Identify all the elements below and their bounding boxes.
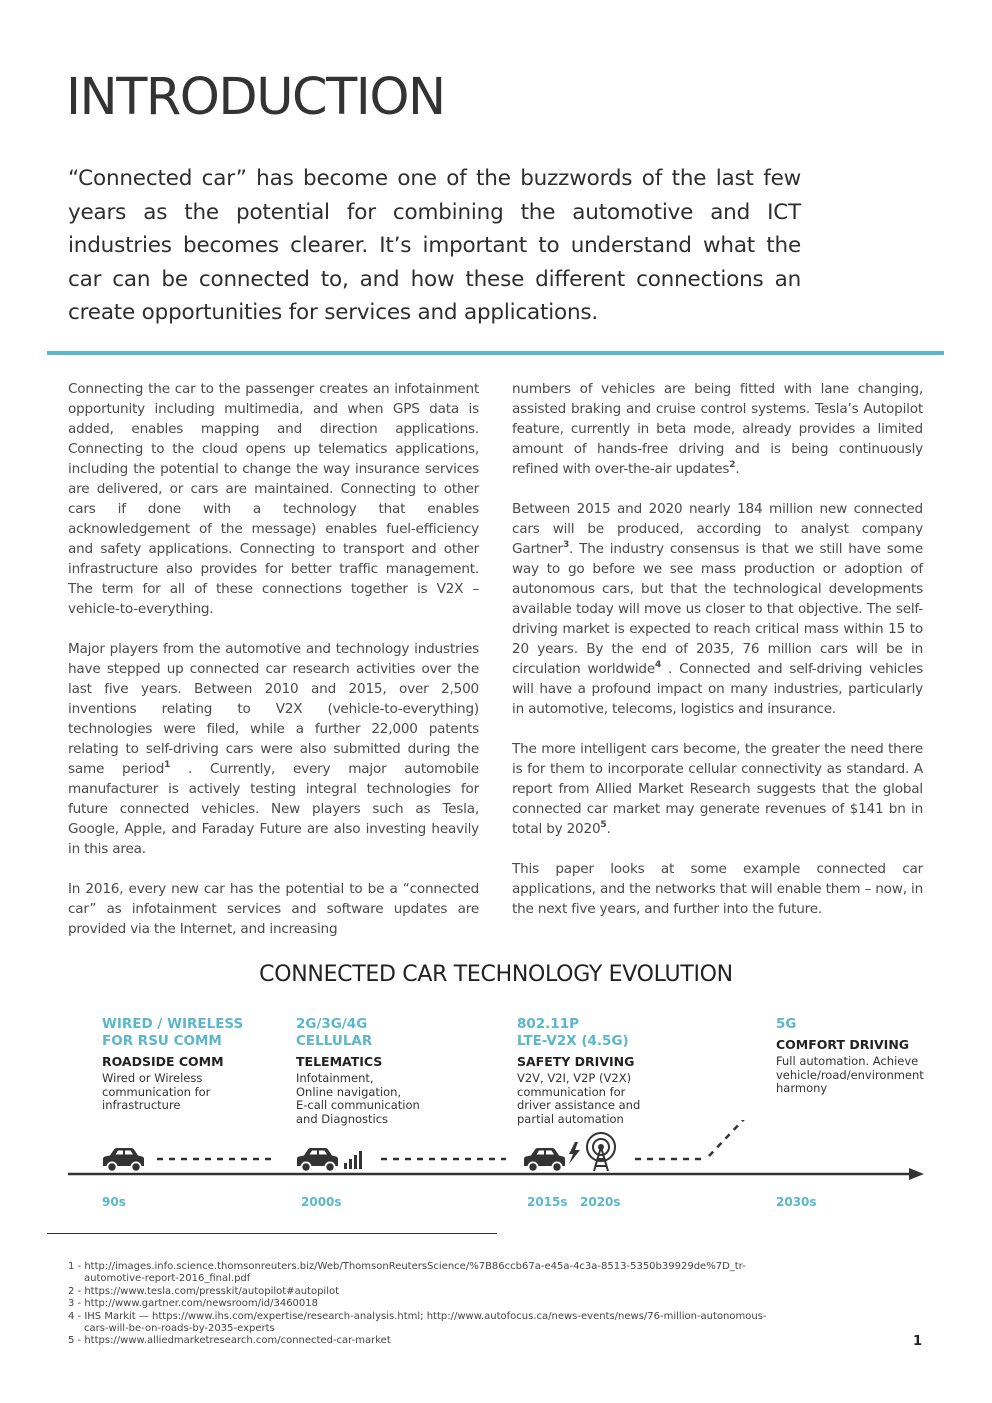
timeline-year: 2000s <box>301 1195 342 1209</box>
car-icon <box>297 1148 338 1172</box>
timeline-stage-roadside <box>102 1016 282 1113</box>
stage-description: Wired or Wireless communication for infrastructure <box>102 1071 211 1113</box>
stage-heading: WIRED / WIRELESS FOR RSU COMM <box>102 1016 244 1049</box>
page-number: 1 <box>913 1334 923 1349</box>
body-paragraph: In 2016, every new car has the potential to be a “connected car” as infotainment services and software updates are provided via the Internet, and increasing <box>68 881 479 937</box>
body-paragraph: Between 2015 and 2020 nearly 184 million new connected cars will be produced, according to analyst company Gartner$^3$. The industry consensus is that we still have some way to go before we see mass production or adoption of autonomous cars, but that the technological developments available today will move us closer to that objective. The self-driving market is expected to reach critical mass within 15 to 20 years. By the end of 2035, 76 million cars will be in circulation worldwide$^4$ . Connected and self-driving vehicles will have a profound impact on many industries, particularly in automotive, telecoms, logistics and insurance. <box>512 501 923 717</box>
timeline-title: CONNECTED CAR TECHNOLOGY EVOLUTION <box>259 962 733 987</box>
stage-subheading: ROADSIDE COMM <box>102 1054 224 1069</box>
timeline-stage-comfort <box>776 1016 956 1096</box>
footnote-item[interactable]: 2 - https://www.tesla.com/presskit/autopilot#autopilot <box>68 1285 340 1297</box>
body-paragraph: Connecting the car to the passenger creates an infotainment opportunity including multimedia, and when GPS data is added, enables mapping and direction applications. Connecting to the cloud opens up telematics applications, including the potential to change the way insurance services are delivered, or cars are maintained. Connecting to other cars if done with a technology that enables acknowledgement of the message) enables fuel-efficiency and safety applications. Connecting to transport and other infrastructure also provides for better traffic management. The term for all of these connections together is V2X – vehicle-to-everything. <box>68 381 479 617</box>
footnote-item[interactable]: 3 - http://www.gartner.com/newsroom/id/3460018 <box>68 1298 319 1310</box>
page-title: INTRODUCTION <box>66 68 445 127</box>
footnote-ref[interactable]: 5 <box>600 820 607 830</box>
car-icon <box>103 1148 144 1172</box>
timeline-year: 90s <box>102 1195 126 1209</box>
timeline-stage-telematics <box>296 1016 476 1126</box>
dashed-arrow-icon <box>709 1120 745 1156</box>
stage-heading: 2G/3G/4G CELLULAR <box>296 1016 373 1049</box>
antenna-tower-icon <box>587 1133 615 1171</box>
footnote-divider <box>47 1233 497 1234</box>
lead-paragraph: “Connected car” has become one of the buzzwords of the last few years as the potential for combining the automotive and ICT industries becomes clearer. It’s important to understand what the car can be connected to, and how these different connections an create opportunities for services and applications. <box>68 166 801 325</box>
footnote-item[interactable]: 4 - IHS Markit — https://www.ihs.com/expertise/research-analysis.html; http://www.autofocus.ca/news-events/news/76-million-autonomous-cars-will-be-on-roads-by-2035-experts <box>68 1310 767 1335</box>
body-paragraph: This paper looks at some example connected car applications, and the networks that will enable them – now, in the next five years, and further into the future. <box>512 861 923 917</box>
stage-heading: 802.11P LTE-V2X (4.5G) <box>517 1016 629 1049</box>
timeline-year: 2020s <box>580 1195 621 1209</box>
timeline-graphic <box>0 1120 992 1190</box>
stage-subheading: TELEMATICS <box>296 1054 383 1069</box>
body-paragraph: numbers of vehicles are being fitted with lane changing, assisted braking and cruise control systems. Tesla’s Autopilot feature, currently in beta mode, already provides a limited amount of hands-free driving and is being continuously refined with over-the-air updates$^2$. <box>512 381 923 477</box>
stage-heading: 5G <box>776 1016 797 1032</box>
footnote-item[interactable]: 1 - http://images.info.science.thomsonreuters.biz/Web/ThomsonReutersScience/%7B86ccb67a-e45a-4c3a-8513-5350b39929de%7D_tr-automotive-report-2016_final.pdf <box>68 1261 746 1285</box>
footnotes <box>68 1261 788 1348</box>
timeline-year: 2030s <box>776 1195 817 1209</box>
body-paragraph: Major players from the automotive and technology industries have stepped up connected car research activities over the last five years. Between 2010 and 2015, over 2,500 inventions relating to V2X (vehicle-to-everything) technologies were filed, while a further 22,000 patents relating to self-driving cars were also submitted during the same period$^1$ . Currently, every major automobile manufacturer is actively testing integral technologies for future connected vehicles. New players such as Tesla, Google, Apple, and Faraday Future are also investing heavily in this area. <box>68 641 479 857</box>
footnote-ref[interactable]: 4 <box>655 660 662 670</box>
left-column <box>68 379 479 959</box>
timeline-stage-safety <box>517 1016 697 1126</box>
stage-subheading: SAFETY DRIVING <box>517 1054 635 1069</box>
stage-description: V2V, V2I, V2P (V2X) communication for driver assistance and partial automation <box>517 1071 641 1126</box>
footnote-ref[interactable]: 3 <box>562 540 570 550</box>
stage-description: Full automation. Achieve vehicle/road/environment harmony <box>776 1054 924 1096</box>
stage-description: Infotainment, Online navigation, E-call communication and Diagnostics <box>296 1071 420 1126</box>
body-paragraph: The more intelligent cars become, the greater the need there is for them to incorporate cellular connectivity as standard. A report from Allied Market Research suggests that the global connected car market may generate revenues of $141 bn in total by 2020$^5$. <box>512 741 923 837</box>
footnote-item[interactable]: 5 - https://www.alliedmarketresearch.com/connected-car-market <box>68 1335 391 1347</box>
section-divider <box>47 351 944 355</box>
footnote-ref[interactable]: 1 <box>164 760 171 770</box>
right-column <box>512 379 923 939</box>
signal-bars-icon <box>344 1151 362 1169</box>
axis-arrowhead-icon <box>909 1168 924 1180</box>
timeline-year: 2015s <box>527 1195 568 1209</box>
car-icon <box>524 1148 565 1172</box>
lightning-icon <box>569 1142 580 1164</box>
stage-subheading: COMFORT DRIVING <box>776 1037 910 1052</box>
footnote-ref[interactable]: 2 <box>729 460 736 470</box>
